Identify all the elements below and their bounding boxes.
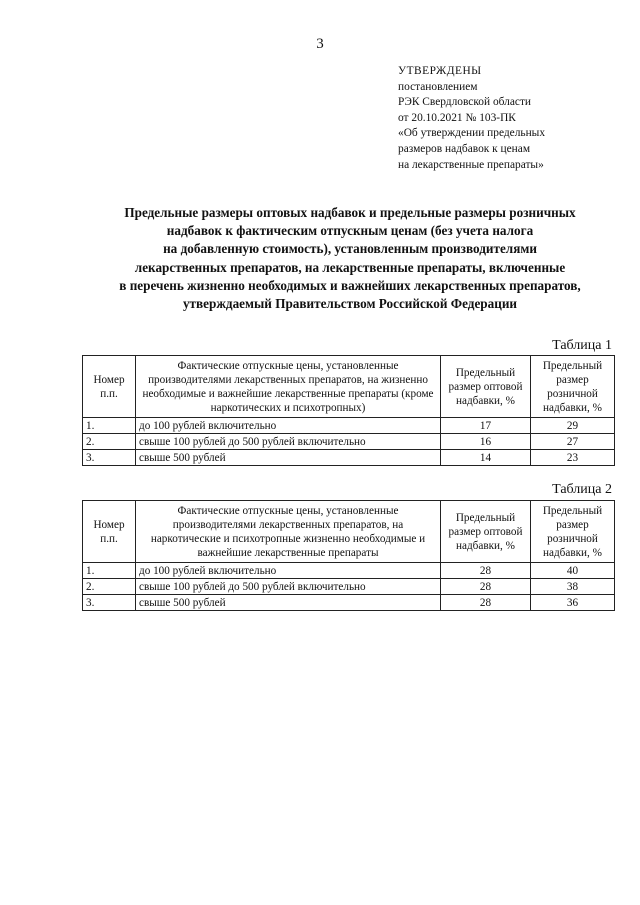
title-line: утверждаемый Правительством Российской Федерации — [182, 296, 518, 312]
document-title — [60, 204, 640, 313]
row-wholesale: 28 — [441, 563, 531, 579]
row-retail: 38 — [531, 579, 615, 595]
table-1-caption: Таблица 1 — [552, 338, 612, 353]
title-line: лекарственных препаратов, на лекарственные препараты, включенные — [134, 259, 566, 275]
title-line: на добавленную стоимость), установленным производителями — [163, 241, 537, 257]
approval-line: «Об утверждении предельных — [398, 127, 546, 140]
row-wholesale: 16 — [441, 434, 531, 450]
row-retail: 36 — [531, 595, 615, 611]
table-row — [83, 418, 615, 434]
row-description: свыше 500 рублей — [136, 450, 441, 466]
row-number: 2. — [83, 434, 136, 450]
row-description: до 100 рублей включительно — [136, 418, 441, 434]
row-retail: 40 — [531, 563, 615, 579]
table-2-caption: Таблица 2 — [552, 482, 612, 497]
row-retail: 29 — [531, 418, 615, 434]
title-line: в перечень жизненно необходимых и важнейших лекарственных препаратов, — [119, 277, 581, 293]
header-retail: Предельный размер розничной надбавки, % — [531, 501, 615, 563]
row-wholesale: 17 — [441, 418, 531, 434]
approval-line: на лекарственные препараты» — [398, 158, 544, 171]
header-retail: Предельный размер розничной надбавки, % — [531, 356, 615, 418]
page-number: 3 — [316, 36, 324, 52]
row-wholesale: 28 — [441, 579, 531, 595]
title-line: Предельные размеры оптовых надбавок и предельные размеры розничных — [124, 205, 576, 220]
row-number: 3. — [83, 595, 136, 611]
markup-table-1 — [82, 355, 615, 466]
row-number: 1. — [83, 563, 136, 579]
row-wholesale: 14 — [441, 450, 531, 466]
row-retail: 23 — [531, 450, 615, 466]
row-description: свыше 500 рублей — [136, 595, 441, 611]
row-number: 2. — [83, 579, 136, 595]
table-row — [83, 563, 615, 579]
header-number: Номер п.п. — [83, 356, 136, 418]
table-row — [83, 450, 615, 466]
approval-line: постановлением — [398, 80, 478, 93]
table-row — [83, 579, 615, 595]
header-wholesale: Предельный размер оптовой надбавки, % — [441, 356, 531, 418]
table-header-row — [83, 501, 615, 563]
header-description: Фактические отпускные цены, установленные производителями лекарственных препаратов, на жизненно необходимые и важнейшие лекарственные препараты (кроме наркотических и психотропных) — [136, 356, 441, 418]
row-number: 1. — [83, 418, 136, 434]
row-wholesale: 28 — [441, 595, 531, 611]
row-description: до 100 рублей включительно — [136, 563, 441, 579]
approval-line: РЭК Свердловской области — [398, 96, 532, 109]
row-description: свыше 100 рублей до 500 рублей включительно — [136, 579, 441, 595]
approval-block — [398, 64, 628, 173]
table-header-row — [83, 356, 615, 418]
row-description: свыше 100 рублей до 500 рублей включительно — [136, 434, 441, 450]
table-row — [83, 434, 615, 450]
approval-line: размеров надбавок к ценам — [398, 142, 531, 155]
title-line: надбавок к фактическим отпускным ценам (без учета налога — [166, 223, 534, 239]
table-row — [83, 595, 615, 611]
header-number: Номер п.п. — [83, 501, 136, 563]
header-wholesale: Предельный размер оптовой надбавки, % — [441, 501, 531, 563]
header-description: Фактические отпускные цены, установленные производителями лекарственных препаратов, на наркотические и психотропные жизненно необходимые и важнейшие лекарственные препараты — [136, 501, 441, 563]
approval-heading: УТВЕРЖДЕНЫ — [398, 65, 482, 77]
row-retail: 27 — [531, 434, 615, 450]
approval-line: от 20.10.2021 № 103-ПК — [398, 111, 516, 124]
row-number: 3. — [83, 450, 136, 466]
markup-table-2 — [82, 500, 615, 611]
